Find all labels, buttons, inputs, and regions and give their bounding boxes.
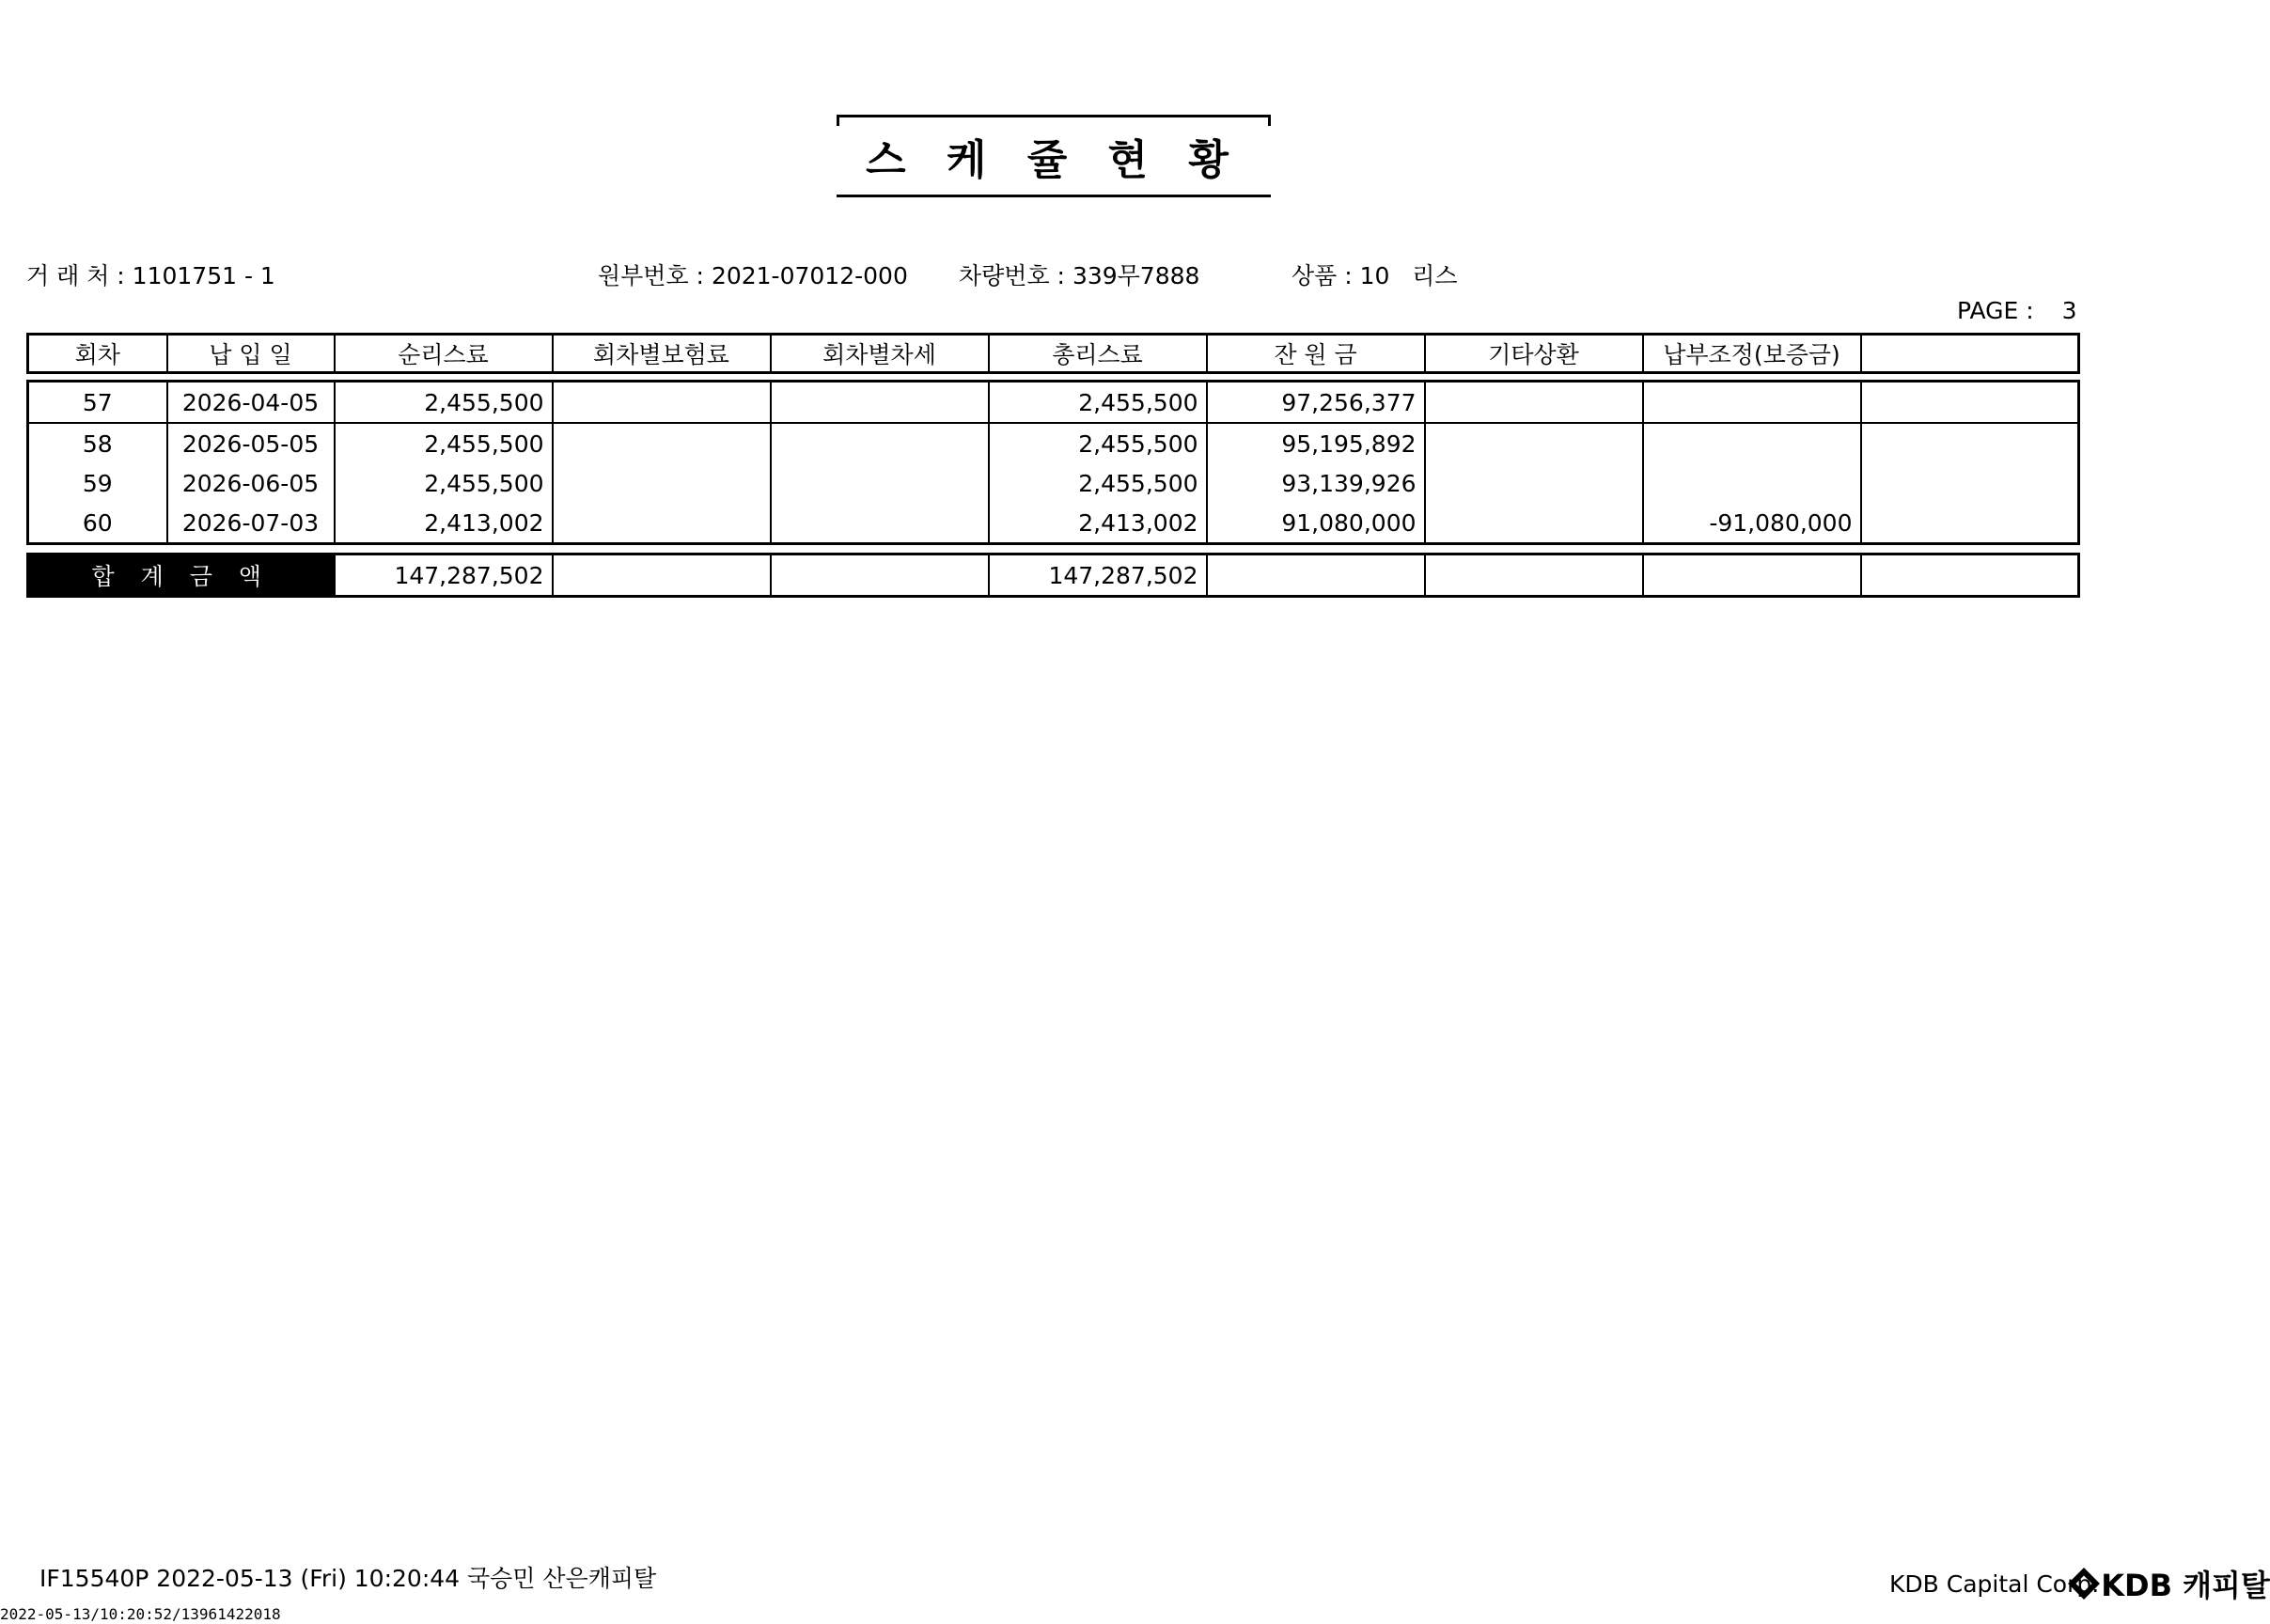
page-label: PAGE : bbox=[1957, 297, 2034, 324]
total-balance bbox=[1207, 554, 1425, 597]
cell-total-lease: 2,413,002 bbox=[989, 503, 1207, 544]
company-signature bbox=[1889, 1562, 2270, 1605]
total-other-repayment bbox=[1425, 554, 1643, 597]
cell-other-repayment bbox=[1425, 423, 1643, 463]
client-label: 거 래 처 : bbox=[26, 262, 125, 289]
cell-adjustment bbox=[1643, 382, 1861, 424]
ledger-info bbox=[598, 258, 908, 291]
product-info bbox=[1292, 258, 1458, 291]
cell-total-lease: 2,455,500 bbox=[989, 423, 1207, 463]
cell-blank bbox=[1861, 463, 2079, 503]
print-info: IF15540P 2022-05-13 (Fri) 10:20:44 국승민 산은캐피탈 bbox=[39, 1565, 657, 1592]
page-number bbox=[1957, 297, 2077, 324]
cell-blank bbox=[1861, 423, 2079, 463]
col-header-balance: 잔 원 금 bbox=[1207, 335, 1425, 373]
total-blank bbox=[1861, 554, 2079, 597]
cell-adjustment bbox=[1643, 463, 1861, 503]
cell-vehicle-tax bbox=[771, 423, 989, 463]
cell-other-repayment bbox=[1425, 463, 1643, 503]
cell-round: 58 bbox=[28, 423, 167, 463]
document-title-box bbox=[837, 115, 1271, 197]
cell-net-lease: 2,455,500 bbox=[335, 382, 553, 424]
header-row bbox=[28, 335, 2079, 373]
col-header-adjustment: 납부조정(보증금) bbox=[1643, 335, 1861, 373]
schedule-header bbox=[26, 333, 2080, 374]
client-value: 1101751 - 1 bbox=[132, 262, 275, 289]
vehicle-info bbox=[959, 258, 1199, 291]
cell-other-repayment bbox=[1425, 382, 1643, 424]
cell-insurance bbox=[553, 382, 771, 424]
total-net-lease: 147,287,502 bbox=[335, 554, 553, 597]
cell-vehicle-tax bbox=[771, 503, 989, 544]
col-header-pay-date: 납 입 일 bbox=[167, 335, 335, 373]
col-header-other-repayment: 기타상환 bbox=[1425, 335, 1643, 373]
cell-round: 59 bbox=[28, 463, 167, 503]
cell-pay-date: 2026-05-05 bbox=[167, 423, 335, 463]
total-insurance bbox=[553, 554, 771, 597]
col-header-net-lease: 순리스료 bbox=[335, 335, 553, 373]
cell-net-lease: 2,413,002 bbox=[335, 503, 553, 544]
cell-pay-date: 2026-07-03 bbox=[167, 503, 335, 544]
schedule-body bbox=[26, 380, 2080, 545]
cell-balance: 95,195,892 bbox=[1207, 423, 1425, 463]
col-header-total-lease: 총리스료 bbox=[989, 335, 1207, 373]
cell-balance: 91,080,000 bbox=[1207, 503, 1425, 544]
client-info bbox=[26, 258, 275, 291]
cell-pay-date: 2026-04-05 bbox=[167, 382, 335, 424]
cell-balance: 97,256,377 bbox=[1207, 382, 1425, 424]
cell-other-repayment bbox=[1425, 503, 1643, 544]
kdb-logo-mark-icon bbox=[2068, 1568, 2100, 1600]
cell-total-lease: 2,455,500 bbox=[989, 382, 1207, 424]
cell-round: 57 bbox=[28, 382, 167, 424]
total-total-lease: 147,287,502 bbox=[989, 554, 1207, 597]
cell-blank bbox=[1861, 382, 2079, 424]
print-timestamp: 2022-05-13/10:20:52/13961422018 bbox=[0, 1605, 281, 1623]
vehicle-value: 339무7888 bbox=[1072, 262, 1200, 289]
cell-net-lease: 2,455,500 bbox=[335, 463, 553, 503]
table-row bbox=[28, 382, 2079, 424]
ledger-value: 2021-07012-000 bbox=[711, 262, 908, 289]
product-label: 상품 : bbox=[1292, 262, 1353, 289]
cell-insurance bbox=[553, 503, 771, 544]
table-row bbox=[28, 503, 2079, 544]
cell-pay-date: 2026-06-05 bbox=[167, 463, 335, 503]
cell-round: 60 bbox=[28, 503, 167, 544]
total-row bbox=[28, 554, 2079, 597]
kdb-logo bbox=[2073, 1562, 2270, 1605]
vehicle-label: 차량번호 : bbox=[959, 262, 1065, 289]
total-vehicle-tax bbox=[771, 554, 989, 597]
cell-blank bbox=[1861, 503, 2079, 544]
ledger-label: 원부번호 : bbox=[598, 262, 704, 289]
total-label: 합 계 금 액 bbox=[28, 554, 335, 597]
total-adjustment bbox=[1643, 554, 1861, 597]
cell-vehicle-tax bbox=[771, 463, 989, 503]
col-header-blank bbox=[1861, 335, 2079, 373]
col-header-insurance: 회차별보험료 bbox=[553, 335, 771, 373]
company-name: KDB Capital Corp. bbox=[1889, 1569, 2100, 1598]
document-title: 스 케 쥴 현 황 bbox=[866, 136, 1242, 184]
cell-total-lease: 2,455,500 bbox=[989, 463, 1207, 503]
cell-balance: 93,139,926 bbox=[1207, 463, 1425, 503]
table-row bbox=[28, 463, 2079, 503]
cell-net-lease: 2,455,500 bbox=[335, 423, 553, 463]
col-header-round: 회차 bbox=[28, 335, 167, 373]
product-value: 10 리스 bbox=[1359, 262, 1458, 289]
table-row bbox=[28, 423, 2079, 463]
page-value: 3 bbox=[2061, 297, 2077, 324]
schedule-total bbox=[26, 553, 2080, 598]
kdb-logo-text: KDB 캐피탈 bbox=[2101, 1568, 2270, 1603]
cell-insurance bbox=[553, 423, 771, 463]
cell-adjustment bbox=[1643, 423, 1861, 463]
cell-adjustment: -91,080,000 bbox=[1643, 503, 1861, 544]
cell-insurance bbox=[553, 463, 771, 503]
col-header-vehicle-tax: 회차별차세 bbox=[771, 335, 989, 373]
cell-vehicle-tax bbox=[771, 382, 989, 424]
